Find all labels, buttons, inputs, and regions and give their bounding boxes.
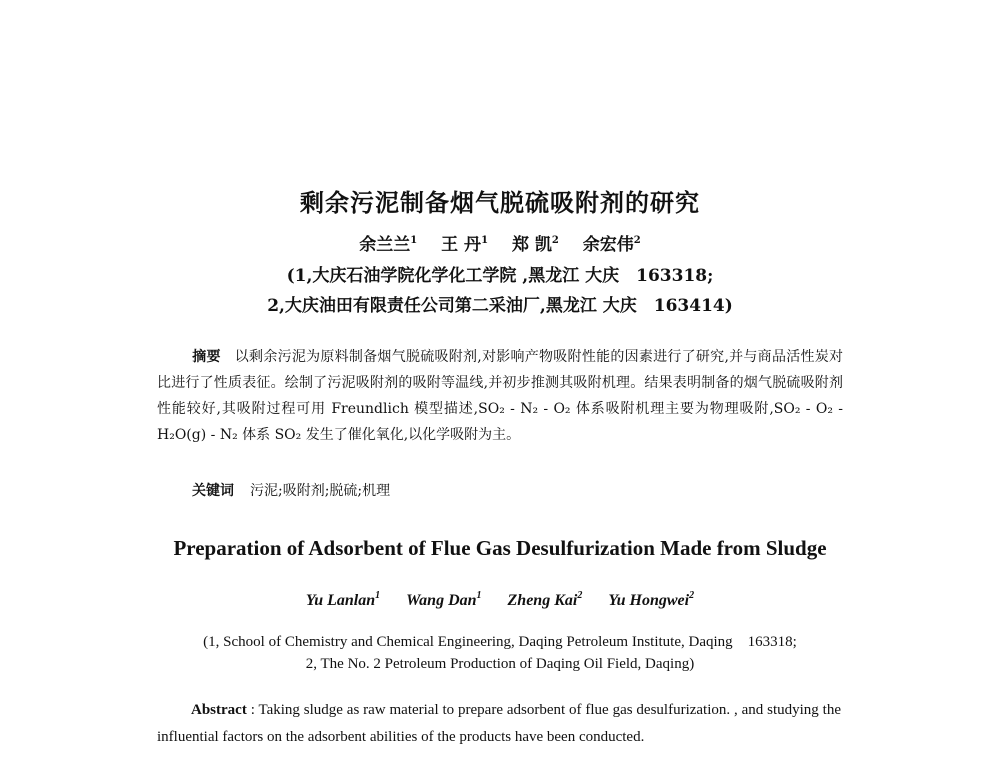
- chinese-author: 王 丹$^1$: [441, 235, 489, 255]
- english-affiliation-2: 2, The No. 2 Petroleum Production of Daqing Oil Field, Daqing): [305, 656, 695, 672]
- chinese-author: 余兰兰$^1$: [359, 235, 418, 255]
- chinese-affiliation-2: 2,大庆油田有限责任公司第二采油厂,黑龙江 大庆 163414): [267, 296, 733, 316]
- english-author: Zheng Kai$^2$: [507, 590, 583, 609]
- chinese-keywords-text: 污泥;吸附剂;脱硫;机理: [250, 483, 391, 499]
- english-author: Wang Dan$^1$: [406, 590, 482, 609]
- chinese-abstract-text: 以剩余污泥为原料制备烟气脱硫吸附剂,对影响产物吸附性能的因素进行了研究,并与商品活性炭对比进行了性质表征。绘制了污泥吸附剂的吸附等温线,并初步推测其吸附机理。结果表明制备的烟气脱硫吸附剂性能较好,其吸附过程可用 Freundlich 模型描述,SO₂ - N₂ - O₂ 体系吸附机理主要为物理吸附,SO₂ - O₂ - H₂O(g) - N₂ 体系 SO₂ 发生了催化氧化,以化学吸附为主。: [157, 349, 843, 443]
- english-abstract-text: : Taking sludge as raw material to prepare adsorbent of flue gas desulfurization. , and studying the influential factors on the adsorbent abilities of the products have been conducted.: [157, 702, 841, 745]
- english-affiliation-1: (1, School of Chemistry and Chemical Engineering, Daqing Petroleum Institute, Daqing 163318;: [203, 634, 797, 650]
- english-title: Preparation of Adsorbent of Flue Gas Desulfurization Made from Sludge: [173, 536, 827, 560]
- chinese-author: 郑 凯$^2$: [511, 235, 559, 255]
- chinese-keywords: [192, 480, 842, 500]
- english-authors: [0, 590, 1000, 610]
- chinese-abstract: [157, 344, 843, 448]
- chinese-keywords-label: 关键词: [192, 483, 234, 499]
- english-author: Yu Hongwei$^2$: [608, 590, 695, 609]
- english-abstract-label: Abstract: [191, 702, 247, 718]
- chinese-abstract-label: 摘要: [192, 349, 221, 365]
- chinese-affiliation-1: (1,大庆石油学院化学化工学院 ,黑龙江 大庆 163318;: [286, 266, 714, 286]
- chinese-authors: [0, 230, 1000, 255]
- chinese-author: 余宏伟$^2$: [582, 235, 641, 255]
- english-author: Yu Lanlan$^1$: [305, 590, 381, 609]
- english-abstract: [157, 697, 841, 751]
- chinese-title: 剩余污泥制备烟气脱硫吸附剂的研究: [300, 189, 700, 217]
